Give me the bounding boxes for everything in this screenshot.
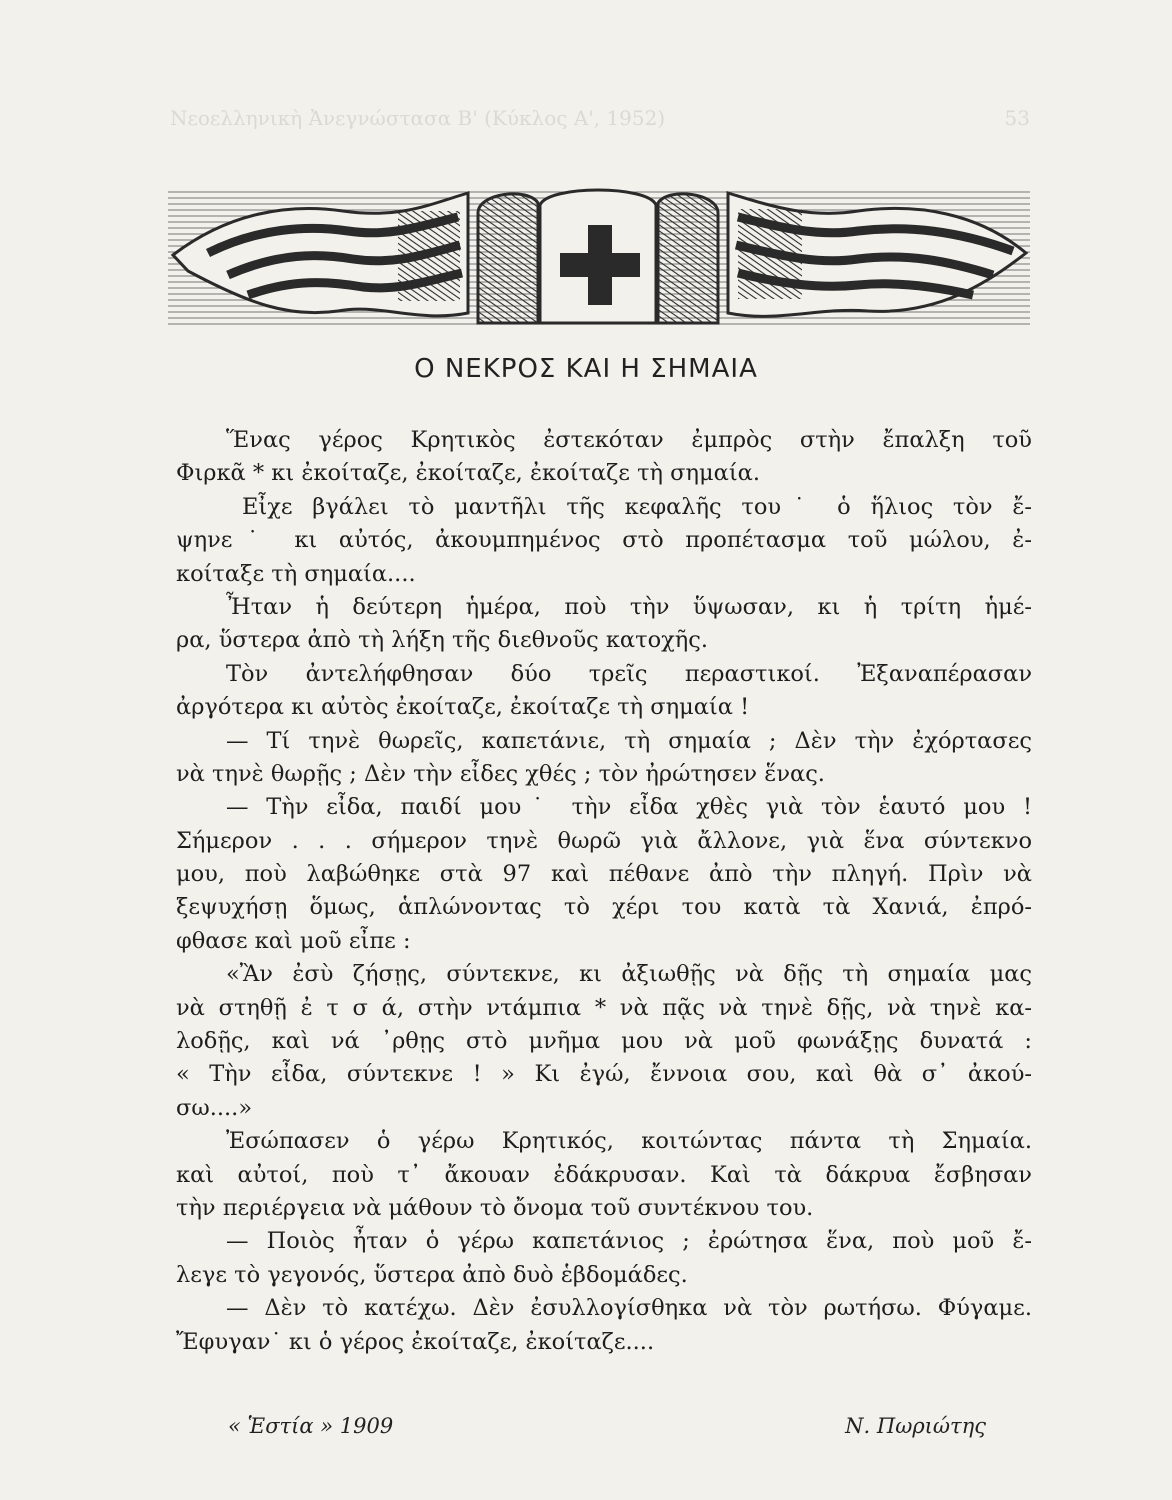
article-body (176, 424, 1032, 1359)
text-line: ρα, ὕστερα ἀπὸ τὴ λήξη τῆς διεθνοῦς κατοχῆς. (176, 627, 708, 654)
text-line: ξεψυχήσῃ ὅμως, ἁπλώνοντας τὸ χέρι του κατὰ τὰ Χανιά, ἐπρό- (176, 894, 1032, 921)
text-line: καὶ αὐτοί, ποὺ τ᾽ ἄκουαν ἐδάκρυσαν. Καὶ τὰ δάκρυα ἔσβησαν (176, 1161, 1032, 1188)
text-line: Ἐσώπασεν ὁ γέρω Κρητικός, κοιτώντας πάντα τὴ Σημαία. (226, 1128, 1032, 1155)
text-line: Εἶχε βγάλει τὸ μαντῆλι τῆς κεφαλῆς του˙ ὁ ἥλιος τὸν ἔ- (242, 493, 1032, 520)
page-title: Ο ΝΕΚΡΟΣ ΚΑΙ Η ΣΗΜΑΙΑ (414, 354, 758, 384)
text-line: — Τὴν εἶδα, παιδί μου˙ τὴν εἶδα χθὲς γιὰ τὸν ἑαυτό μου ! (226, 794, 1032, 821)
text-line: νὰ τηνὲ θωρῇς ; Δὲν τὴν εἶδες χθές ; τὸν ἠρώτησεν ἕνας. (176, 760, 825, 787)
text-line: Ἦταν ἡ δεύτερη ἡμέρα, ποὺ τὴν ὕψωσαν, κι ἡ τρίτη ἡμέ- (226, 593, 1032, 620)
text-line: Ἔφυγαν˙ κι ὁ γέρος ἐκοίταζε, ἐκοίταζε.... (176, 1328, 655, 1355)
author-name: Ν. Πωριώτης (845, 1414, 986, 1438)
text-line: λοδῇς, καὶ νά ᾽ρθῃς στὸ μνῆμα μου νὰ μοῦ φωνάξῃς δυνατά : (176, 1028, 1032, 1055)
source-citation: « Ἑστία » 1909 (228, 1414, 394, 1438)
bleed-header-title: Νεοελληνικὴ Ἀνεγνώστασα Β' (Κύκλος Α', 1952) (170, 106, 666, 130)
text-line: ψηνε˙ κι αὐτός, ἀκουμπημένος στὸ προπέτασμα τοῦ μώλου, ἐ- (176, 527, 1032, 554)
text-line: «Ἂν ἐσὺ ζήσῃς, σύντεκνε, κι ἀξιωθῇς νὰ δῇς τὴ σημαία μας (226, 961, 1032, 988)
text-line: ἀργότερα κι αὐτὸς ἐκοίταζε, ἐκοίταζε τὴ σημαία ! (176, 694, 750, 721)
text-line: « Τὴν εἶδα, σύντεκνε ! » Κι ἐγώ, ἔννοια σου, καὶ θὰ σ᾽ ἀκού- (176, 1061, 1032, 1088)
text-line: σω....» (176, 1094, 253, 1121)
text-line: Ἕνας γέρος Κρητικὸς ἐστεκόταν ἐμπρὸς στὴν ἔπαλξη τοῦ (226, 427, 1032, 453)
text-line: λεγε τὸ γεγονός, ὕστερα ἀπὸ δυὸ ἑβδομάδες. (176, 1261, 688, 1288)
text-line: — Τί τηνὲ θωρεῖς, καπετάνιε, τὴ σημαία ; Δὲν τὴν ἐχόρτασες (226, 727, 1032, 754)
text-line: Τὸν ἀντελήφθησαν δύο τρεῖς περαστικοί. Ἐξαναπέρασαν (226, 660, 1032, 687)
bleed-through-header (170, 106, 1030, 130)
text-line: φθασε καὶ μοῦ εἶπε : (176, 927, 411, 954)
bleed-header-page-number: 53 (1004, 106, 1030, 130)
text-line: Σήμερον . . . σήμερον τηνὲ θωρῶ γιὰ ἄλλονε, γιὰ ἕνα σύντεκνο (176, 827, 1032, 854)
text-line: κοίταξε τὴ σημαία.... (176, 560, 416, 587)
text-line: — Δὲν τὸ κατέχω. Δὲν ἐσυλλογίσθηκα νὰ τὸν ρωτήσω. Φύγαμε. (226, 1295, 1032, 1322)
article-footer (228, 1414, 986, 1438)
text-line: νὰ στηθῇ ἐ τ σ ά, στὴν ντάμπια * νὰ πᾷς νὰ τηνὲ δῇς, νὰ τηνὲ κα- (176, 994, 1032, 1021)
text-line: μου, ποὺ λαβώθηκε στὰ 97 καὶ πέθανε ἀπὸ τὴν πληγή. Πρὶν νὰ (176, 861, 1032, 888)
text-line: Φιρκᾶ * κι ἐκοίταζε, ἐκοίταζε, ἐκοίταζε τὴ σημαία. (176, 460, 761, 487)
text-line: — Ποιὸς ἦταν ὁ γέρω καπετάνιος ; ἐρώτησα ἕνα, ποὺ μοῦ ἔ- (226, 1228, 1032, 1255)
flags-and-cross-banner-icon (168, 183, 1030, 331)
text-line: τὴν περιέργεια νὰ μάθουν τὸ ὄνομα τοῦ συντέκνου του. (176, 1194, 814, 1221)
